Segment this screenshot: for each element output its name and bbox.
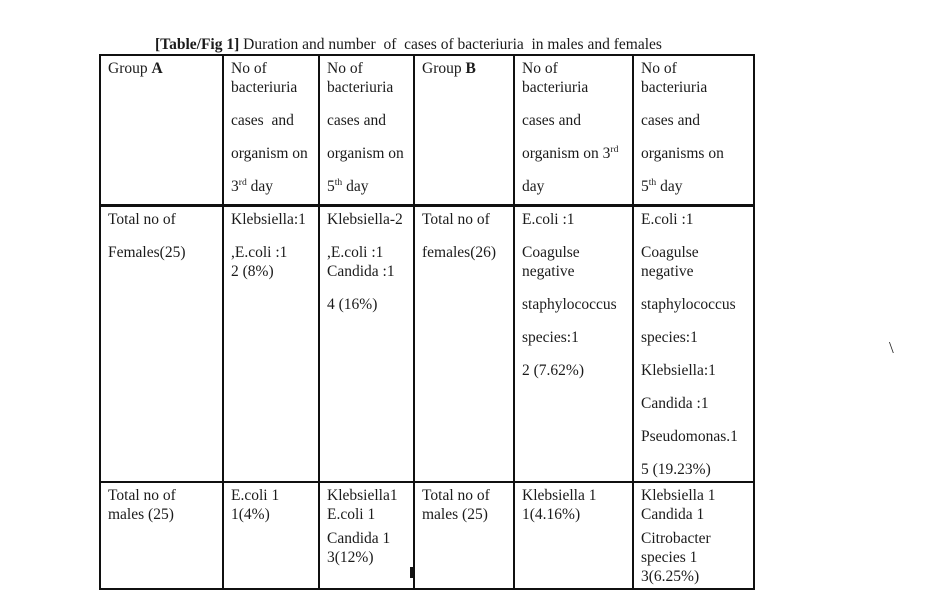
cell-text-block [641,111,751,130]
cell-text-block [641,361,751,380]
cell-text-block [422,59,511,78]
text-line: E.coli 1 [327,505,376,523]
table-cell [223,482,319,589]
cell-text-block [231,177,316,196]
table-cell [319,482,414,589]
text-line: negative [641,262,694,280]
cell-text-block [641,529,751,586]
header-cell-2 [319,55,414,205]
text-line: Candida 1 [327,529,391,547]
text-line: Coagulse [641,243,699,261]
table-cell [514,482,633,589]
text-line: 3(12%) [327,548,374,566]
header-cell-5 [633,55,754,205]
table-cell [633,482,754,589]
row-total-females [100,205,754,482]
cell-text-block [422,486,511,524]
text-line: No of [522,60,558,77]
cell-text-block [327,295,411,314]
text-line: Total no of [422,210,490,228]
text-line: Klebsiella-2 [327,210,403,228]
text-line: Group A [108,60,163,77]
text-line: bacteriuria [327,79,394,96]
header-cell-3 [414,55,514,205]
cell-text-block [108,210,220,229]
border-tick-mark [410,567,413,578]
row-total-males [100,482,754,589]
cell-text-block [641,427,751,446]
text-line: Pseudomonas.1 [641,427,738,445]
cell-text-block [641,394,751,413]
text-line: 2 (8%) [231,262,274,280]
text-line: cases and [327,112,386,129]
text-line: organism on [231,145,308,162]
table-cell [414,205,514,482]
cell-text-block [231,486,316,524]
table-cell [633,205,754,482]
table-caption: [Table/Fig 1] Duration and number of cases of bacteriuria in males and females [155,36,662,53]
bacteriuria-table [99,54,755,590]
text-line: cases and [522,112,581,129]
text-line: organism on 3rd [522,143,619,162]
cell-text-block [641,243,751,281]
text-line: organisms on [641,145,724,162]
cell-text-block [108,243,220,262]
cell-text-block [522,361,630,380]
cell-text-block [522,486,630,524]
cell-text-block [327,210,411,229]
cell-text-block [522,59,630,97]
text-line: Klebsiella:1 [641,361,716,379]
cell-text-block [641,177,751,196]
text-line: Klebsiella 1 [522,486,597,504]
text-line: Klebsiella:1 [231,210,306,228]
cell-text-block [108,486,220,524]
text-line: 4 (16%) [327,295,378,313]
text-line: 2 (7.62%) [522,361,584,379]
text-line: Candida 1 [641,505,705,523]
cell-text-block [522,328,630,347]
text-line: species:1 [641,328,698,346]
cell-text-block [327,529,411,567]
text-line: day [522,178,545,195]
cell-text-block [231,210,316,229]
text-line: staphylococcus [641,295,736,313]
text-line: females(26) [422,243,497,261]
text-line: cases and [641,112,700,129]
cell-text-block [641,144,751,163]
text-line: species:1 [522,328,579,346]
text-line: Candida :1 [641,394,709,412]
text-line: Candida :1 [327,262,395,280]
text-line: bacteriuria [231,79,298,96]
cell-text-block [522,295,630,314]
text-line: species 1 [641,548,698,566]
cell-text-block [641,59,751,97]
header-cell-1 [223,55,319,205]
text-line: staphylococcus [522,295,617,313]
stray-scan-mark: \ [889,338,894,357]
text-line: bacteriuria [641,79,708,96]
cell-text-block [641,328,751,347]
text-line: No of [231,60,267,77]
text-line: males (25) [108,505,174,523]
cell-text-block [422,243,511,262]
text-line: E.coli :1 [641,210,694,228]
text-line: Klebsiella1 [327,486,398,504]
header-cell-0 [100,55,223,205]
cell-text-block [522,111,630,130]
table-cell [514,205,633,482]
text-line: Females(25) [108,243,186,261]
text-line: males (25) [422,505,488,523]
cell-text-block [422,210,511,229]
text-line: 5 (19.23%) [641,460,711,478]
text-line: 3rd day [231,176,274,195]
text-line: E.coli 1 [231,486,280,504]
cell-text-block [522,177,630,196]
cell-text-block [327,144,411,163]
cell-text-block [231,59,316,97]
table-cell [319,205,414,482]
text-line: Total no of [422,486,490,504]
cell-text-block [231,243,316,281]
text-line: Klebsiella 1 [641,486,716,504]
text-line: 5th day [641,176,683,195]
cell-text-block [522,144,630,163]
text-line: Total no of [108,210,176,228]
text-line: Total no of [108,486,176,504]
text-line: E.coli :1 [522,210,575,228]
text-line: ,E.coli :1 [231,243,288,261]
cell-text-block [327,59,411,97]
text-line: organism on [327,145,404,162]
cell-text-block [231,111,316,130]
text-line: ,E.coli :1 [327,243,384,261]
cell-text-block [522,243,630,281]
table-cell [100,482,223,589]
text-line: 5th day [327,176,369,195]
table-cell [414,482,514,589]
cell-text-block [327,111,411,130]
cell-text-block [522,210,630,229]
cell-text-block [327,486,411,524]
header-row [100,55,754,205]
cell-text-block [231,144,316,163]
text-line: No of [641,60,677,77]
cell-text-block [108,59,220,78]
table-cell [100,205,223,482]
cell-text-block [641,210,751,229]
cell-text-block [327,243,411,281]
cell-text-block [641,486,751,524]
text-line: 1(4%) [231,505,270,523]
table-cell [223,205,319,482]
header-cell-4 [514,55,633,205]
cell-text-block [327,177,411,196]
cell-text-block [641,460,751,479]
text-line: Group B [422,60,476,77]
text-line: negative [522,262,575,280]
text-line: 3(6.25%) [641,567,700,585]
text-line: No of [327,60,363,77]
text-line: Citrobacter [641,529,711,547]
cell-text-block [641,295,751,314]
text-line: Coagulse [522,243,580,261]
text-line: 1(4.16%) [522,505,581,523]
text-line: bacteriuria [522,79,589,96]
text-line: cases and [231,112,294,129]
